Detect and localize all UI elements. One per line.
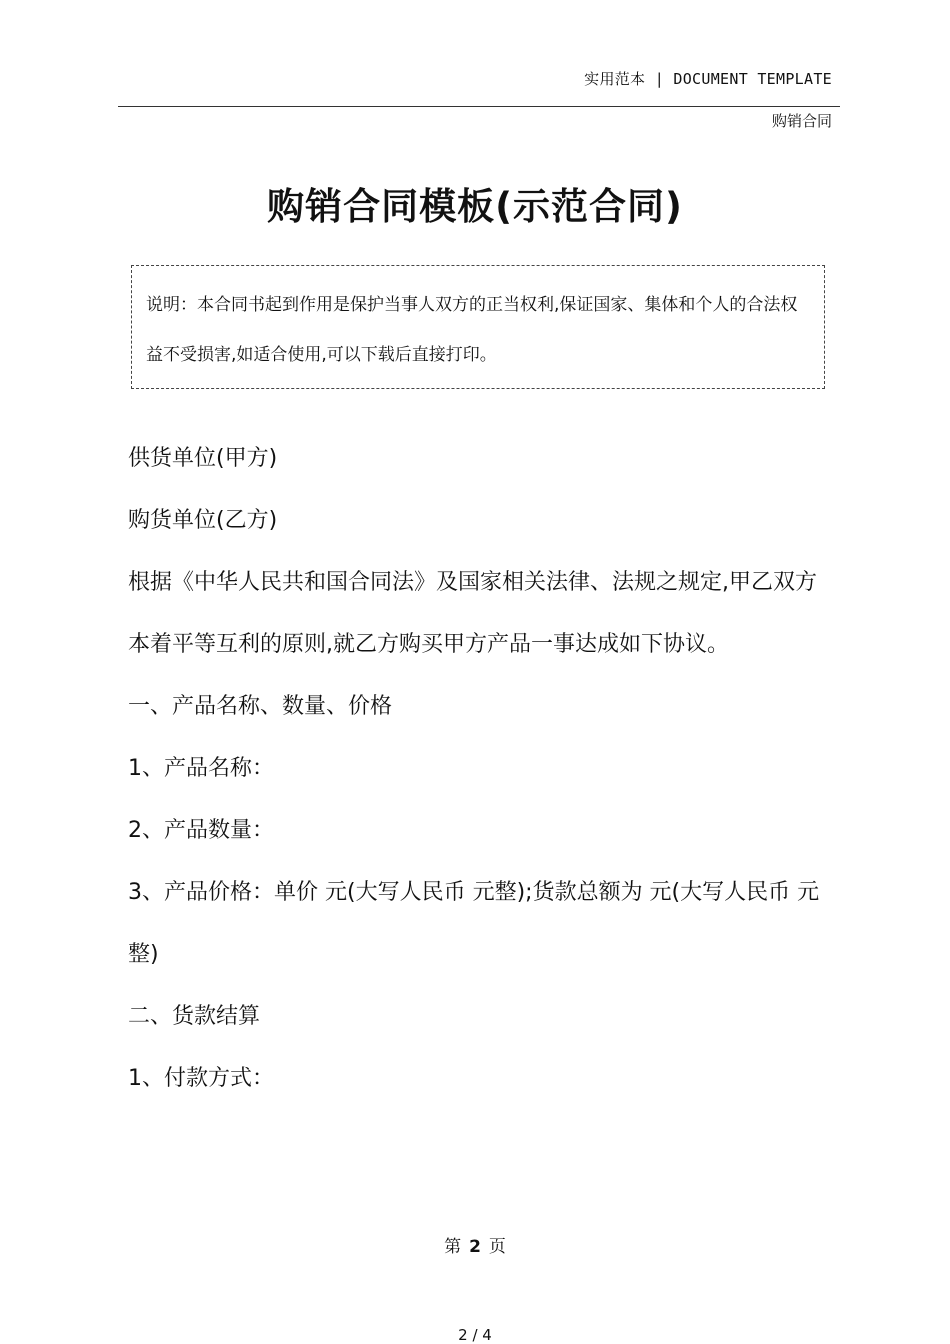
page-number: 2 xyxy=(469,1237,481,1257)
header-divider xyxy=(118,106,840,107)
page-suffix: 页 xyxy=(488,1237,506,1257)
paragraph-product-name: 1、产品名称： xyxy=(128,756,274,781)
paragraph-preamble: 根据《中华人民共和国合同法》及国家相关法律、法规之规定,甲乙双方本着平等互利的原则,就乙方购买甲方产品一事达成如下协议。 xyxy=(128,570,817,657)
header-brand xyxy=(584,68,832,89)
header-brand-en: DOCUMENT TEMPLATE xyxy=(673,70,832,88)
paragraph-payment-method: 1、付款方式： xyxy=(128,1066,274,1091)
page-prefix: 第 xyxy=(444,1237,462,1257)
header-separator: | xyxy=(654,70,665,88)
paragraph-buyer: 购货单位(乙方) xyxy=(128,508,278,533)
section-heading-product: 一、产品名称、数量、价格 xyxy=(128,694,393,719)
page-count: 2 / 4 xyxy=(458,1326,492,1344)
paragraph-supplier: 供货单位(甲方) xyxy=(128,446,278,471)
paragraph-product-price: 3、产品价格：单价 元(大写人民币 元整);货款总额为 元(大写人民币 元整) xyxy=(128,880,820,967)
header-brand-cn: 实用范本 xyxy=(584,70,646,88)
section-heading-payment: 二、货款结算 xyxy=(128,1004,261,1029)
contract-body xyxy=(128,428,838,1110)
document-title: 购销合同模板(示范合同) xyxy=(267,185,683,228)
header-doc-type: 购销合同 xyxy=(771,112,832,130)
note-text: 说明：本合同书起到作用是保护当事人双方的正当权利,保证国家、集体和个人的合法权益不受损害,如适合使用,可以下载后直接打印。 xyxy=(146,295,798,365)
paragraph-product-quantity: 2、产品数量： xyxy=(128,818,274,843)
note-box xyxy=(131,265,825,389)
page-number-footer xyxy=(0,1232,950,1257)
